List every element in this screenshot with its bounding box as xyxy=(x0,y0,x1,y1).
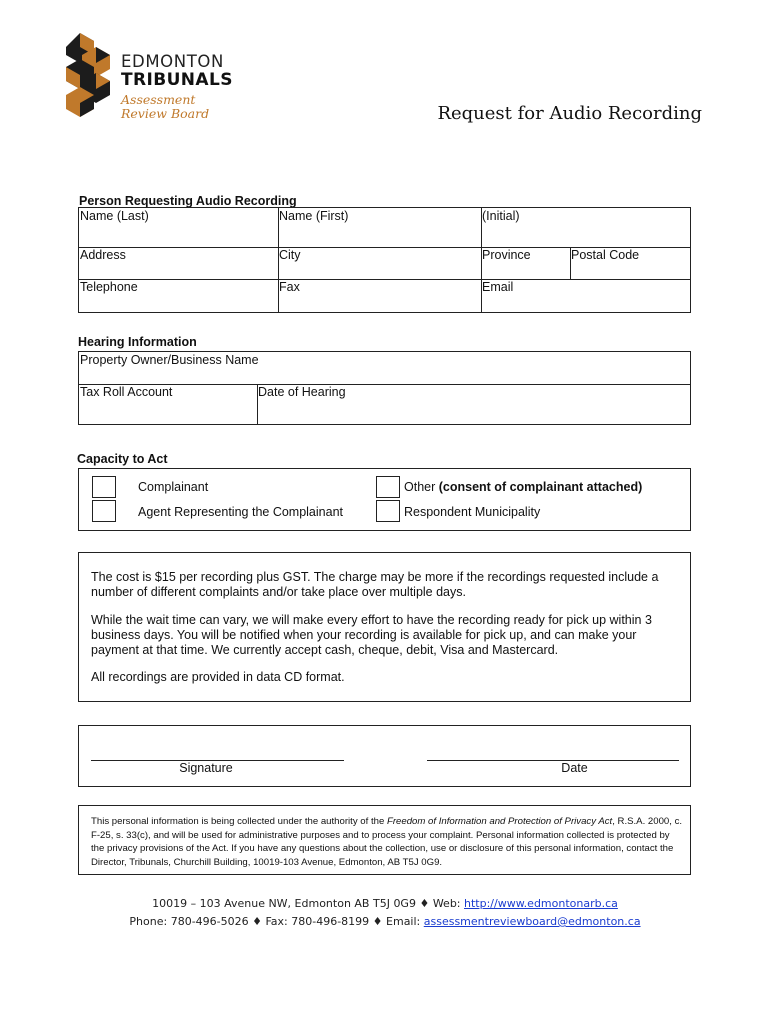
hearing-section-title: Hearing Information xyxy=(78,335,197,349)
fax-field[interactable]: Fax xyxy=(279,280,300,294)
footer-contact-text: Phone: 780-496-5026 ♦ Fax: 780-496-8199 ♦ Email: xyxy=(129,915,424,928)
hearing-info-grid xyxy=(78,351,691,425)
respondent-label: Respondent Municipality xyxy=(404,505,541,519)
privacy-notice xyxy=(91,815,683,870)
wait-time-paragraph xyxy=(91,613,671,658)
document-title: Request for Audio Recording xyxy=(437,103,702,124)
org-name-line2: TRIBUNALS xyxy=(121,70,233,90)
org-subname-line1: Assessment xyxy=(121,92,196,107)
postal-code-field[interactable]: Postal Code xyxy=(571,248,640,262)
agent-checkbox[interactable] xyxy=(92,500,116,522)
city-field[interactable]: City xyxy=(279,248,301,262)
cost-line-1: The cost is $15 per recording plus GST. The charge may be more if the recordings requested include a xyxy=(91,570,659,584)
email-link[interactable]: assessmentreviewboard@edmonton.ca xyxy=(423,915,641,928)
hearing-date-field[interactable]: Date of Hearing xyxy=(258,385,346,399)
address-field[interactable]: Address xyxy=(80,248,126,262)
person-section-title: Person Requesting Audio Recording xyxy=(79,194,297,208)
wait-line-2: business days. You will be notified when your recording is available for pick up, and can make your xyxy=(91,628,637,642)
other-checkbox[interactable] xyxy=(376,476,400,498)
initial-field[interactable]: (Initial) xyxy=(482,209,520,223)
respondent-checkbox[interactable] xyxy=(376,500,400,522)
website-link[interactable]: http://www.edmontonarb.ca xyxy=(464,897,618,910)
complainant-checkbox[interactable] xyxy=(92,476,116,498)
wait-line-1: While the wait time can vary, we will make every effort to have the recording ready for pick up within 3 xyxy=(91,613,652,627)
date-label: Date xyxy=(561,761,588,775)
footer-contact xyxy=(0,915,770,928)
org-name-line1: EDMONTON xyxy=(121,52,224,71)
complainant-label: Complainant xyxy=(138,480,209,494)
other-label xyxy=(404,480,642,494)
person-info-grid xyxy=(78,207,691,313)
cost-line-2: number of different complaints and/or take place over multiple days. xyxy=(91,585,466,599)
privacy-act-name: Freedom of Information and Protection of Privacy Act xyxy=(386,816,613,827)
property-owner-field[interactable]: Property Owner/Business Name xyxy=(80,353,259,367)
name-last-field[interactable]: Name (Last) xyxy=(80,209,149,223)
privacy-text-1: This personal information is being collected under the authority of the xyxy=(91,816,387,827)
capacity-box xyxy=(78,468,691,531)
footer-address xyxy=(0,897,770,910)
format-paragraph: All recordings are provided in data CD format. xyxy=(91,670,345,684)
signature-box xyxy=(78,725,691,787)
other-label-consent: (consent of complainant attached) xyxy=(438,480,643,494)
org-subname-line2: Review Board xyxy=(121,106,210,121)
wait-line-3: payment at that time. We currently accept cash, cheque, debit, Visa and Mastercard. xyxy=(91,643,559,657)
footer-address-text: 10019 – 103 Avenue NW, Edmonton AB T5J 0G9 ♦ Web: xyxy=(152,897,464,910)
telephone-field[interactable]: Telephone xyxy=(80,280,138,294)
org-subname xyxy=(121,93,209,121)
privacy-text-2: , R.S.A. 2000, c. F-25, s. 33(c), and will be used for administrative purposes and to process your complaint. Personal information collected is protected by the privacy provisions of the Act. If you have any questions about the collection, use or disclosure of this personal information, contact the Director, Tribunals, Churchill Building, 10019-103 Avenue, Edmonton, AB T5J 0G9. xyxy=(91,816,683,869)
tax-roll-field[interactable]: Tax Roll Account xyxy=(80,385,173,399)
email-field[interactable]: Email xyxy=(482,280,514,294)
capacity-section-title: Capacity to Act xyxy=(77,452,168,466)
agent-label: Agent Representing the Complainant xyxy=(138,505,343,519)
cost-paragraph xyxy=(91,570,671,600)
province-field[interactable]: Province xyxy=(482,248,531,262)
edmonton-tribunals-logo xyxy=(66,33,110,117)
signature-label: Signature xyxy=(179,761,233,775)
name-first-field[interactable]: Name (First) xyxy=(279,209,349,223)
other-label-text: Other xyxy=(404,480,439,494)
